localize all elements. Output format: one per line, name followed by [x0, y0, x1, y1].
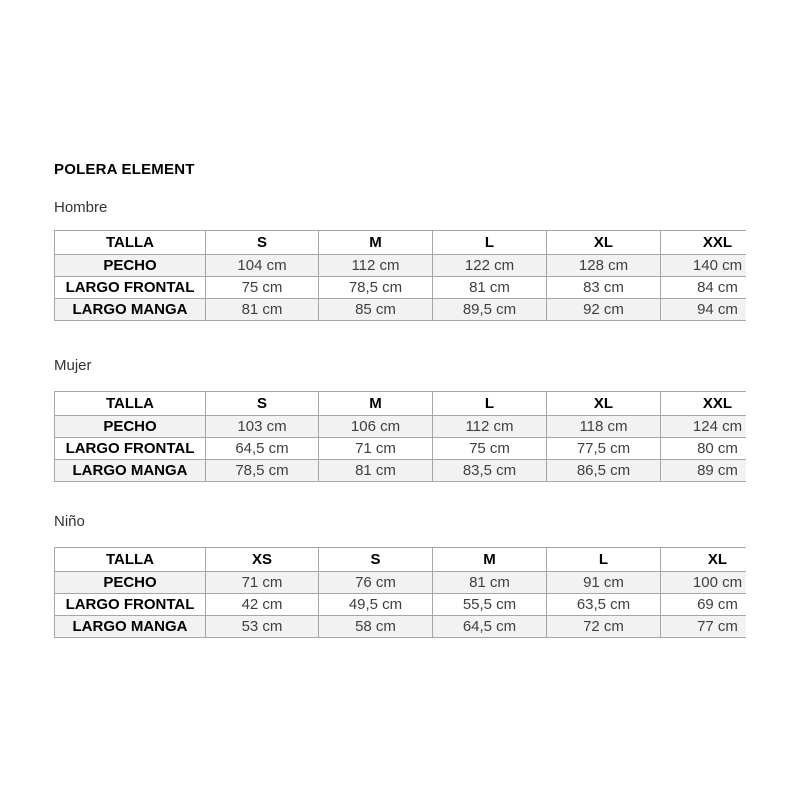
measure-label-cell: LARGO MANGA	[55, 616, 206, 638]
size-header-cell: S	[206, 392, 319, 416]
size-value-cell: 83,5 cm	[433, 460, 547, 482]
size-value-cell: 112 cm	[433, 416, 547, 438]
size-value-cell: 103 cm	[206, 416, 319, 438]
measurement-row	[55, 416, 747, 438]
size-value-cell: 42 cm	[206, 594, 319, 616]
size-header-cell: L	[547, 548, 661, 572]
size-header-cell: L	[433, 392, 547, 416]
size-header-cell: M	[433, 548, 547, 572]
size-value-cell: 64,5 cm	[433, 616, 547, 638]
size-value-cell: 76 cm	[319, 572, 433, 594]
measurement-row	[55, 616, 747, 638]
measure-label-cell: PECHO	[55, 416, 206, 438]
size-table-mujer	[54, 391, 746, 482]
size-value-cell: 91 cm	[547, 572, 661, 594]
size-value-cell: 77,5 cm	[547, 438, 661, 460]
size-value-cell: 118 cm	[547, 416, 661, 438]
size-value-cell: 83 cm	[547, 277, 661, 299]
size-value-cell: 80 cm	[661, 438, 747, 460]
size-header-row	[55, 392, 747, 416]
size-value-cell: 112 cm	[319, 255, 433, 277]
measure-label-cell: LARGO FRONTAL	[55, 438, 206, 460]
size-value-cell: 77 cm	[661, 616, 747, 638]
size-value-cell: 104 cm	[206, 255, 319, 277]
size-value-cell: 81 cm	[433, 277, 547, 299]
size-table-wrapper-mujer	[54, 391, 746, 482]
size-table-wrapper-nino	[54, 547, 746, 638]
size-value-cell: 128 cm	[547, 255, 661, 277]
measure-label-cell: LARGO MANGA	[55, 299, 206, 321]
measurement-row	[55, 594, 747, 616]
measure-label-cell: LARGO FRONTAL	[55, 594, 206, 616]
size-table-nino	[54, 547, 746, 638]
size-value-cell: 81 cm	[206, 299, 319, 321]
size-value-cell: 69 cm	[661, 594, 747, 616]
size-header-cell: M	[319, 392, 433, 416]
size-value-cell: 85 cm	[319, 299, 433, 321]
measure-header-cell: TALLA	[55, 392, 206, 416]
size-value-cell: 72 cm	[547, 616, 661, 638]
measurement-row	[55, 438, 747, 460]
size-header-cell: XXL	[661, 392, 747, 416]
size-value-cell: 78,5 cm	[319, 277, 433, 299]
measure-label-cell: LARGO FRONTAL	[55, 277, 206, 299]
size-value-cell: 75 cm	[206, 277, 319, 299]
size-value-cell: 94 cm	[661, 299, 747, 321]
measure-header-cell: TALLA	[55, 548, 206, 572]
size-value-cell: 140 cm	[661, 255, 747, 277]
size-value-cell: 58 cm	[319, 616, 433, 638]
size-value-cell: 64,5 cm	[206, 438, 319, 460]
size-header-cell: XS	[206, 548, 319, 572]
size-header-cell: XL	[547, 231, 661, 255]
measurement-row	[55, 460, 747, 482]
size-value-cell: 75 cm	[433, 438, 547, 460]
size-value-cell: 71 cm	[206, 572, 319, 594]
measurement-row	[55, 277, 747, 299]
size-header-row	[55, 548, 747, 572]
size-value-cell: 63,5 cm	[547, 594, 661, 616]
size-value-cell: 49,5 cm	[319, 594, 433, 616]
size-value-cell: 71 cm	[319, 438, 433, 460]
section-label-hombre: Hombre	[54, 199, 108, 216]
size-table-hombre	[54, 230, 746, 321]
size-header-cell: S	[319, 548, 433, 572]
size-header-cell: XL	[547, 392, 661, 416]
size-value-cell: 86,5 cm	[547, 460, 661, 482]
size-value-cell: 81 cm	[433, 572, 547, 594]
measure-label-cell: PECHO	[55, 255, 206, 277]
size-value-cell: 89,5 cm	[433, 299, 547, 321]
size-table-wrapper-hombre	[54, 230, 746, 321]
size-value-cell: 81 cm	[319, 460, 433, 482]
measurement-row	[55, 255, 747, 277]
size-value-cell: 92 cm	[547, 299, 661, 321]
size-header-row	[55, 231, 747, 255]
size-value-cell: 89 cm	[661, 460, 747, 482]
size-value-cell: 124 cm	[661, 416, 747, 438]
size-header-cell: L	[433, 231, 547, 255]
section-label-mujer: Mujer	[54, 357, 92, 374]
measure-label-cell: LARGO MANGA	[55, 460, 206, 482]
measurement-row	[55, 572, 747, 594]
size-value-cell: 122 cm	[433, 255, 547, 277]
size-value-cell: 84 cm	[661, 277, 747, 299]
page-title: POLERA ELEMENT	[54, 161, 195, 178]
size-header-cell: M	[319, 231, 433, 255]
section-label-nino: Niño	[54, 513, 85, 530]
measure-label-cell: PECHO	[55, 572, 206, 594]
size-header-cell: XL	[661, 548, 747, 572]
size-value-cell: 100 cm	[661, 572, 747, 594]
size-value-cell: 55,5 cm	[433, 594, 547, 616]
size-value-cell: 53 cm	[206, 616, 319, 638]
size-value-cell: 106 cm	[319, 416, 433, 438]
size-header-cell: S	[206, 231, 319, 255]
size-header-cell: XXL	[661, 231, 747, 255]
measure-header-cell: TALLA	[55, 231, 206, 255]
measurement-row	[55, 299, 747, 321]
size-value-cell: 78,5 cm	[206, 460, 319, 482]
